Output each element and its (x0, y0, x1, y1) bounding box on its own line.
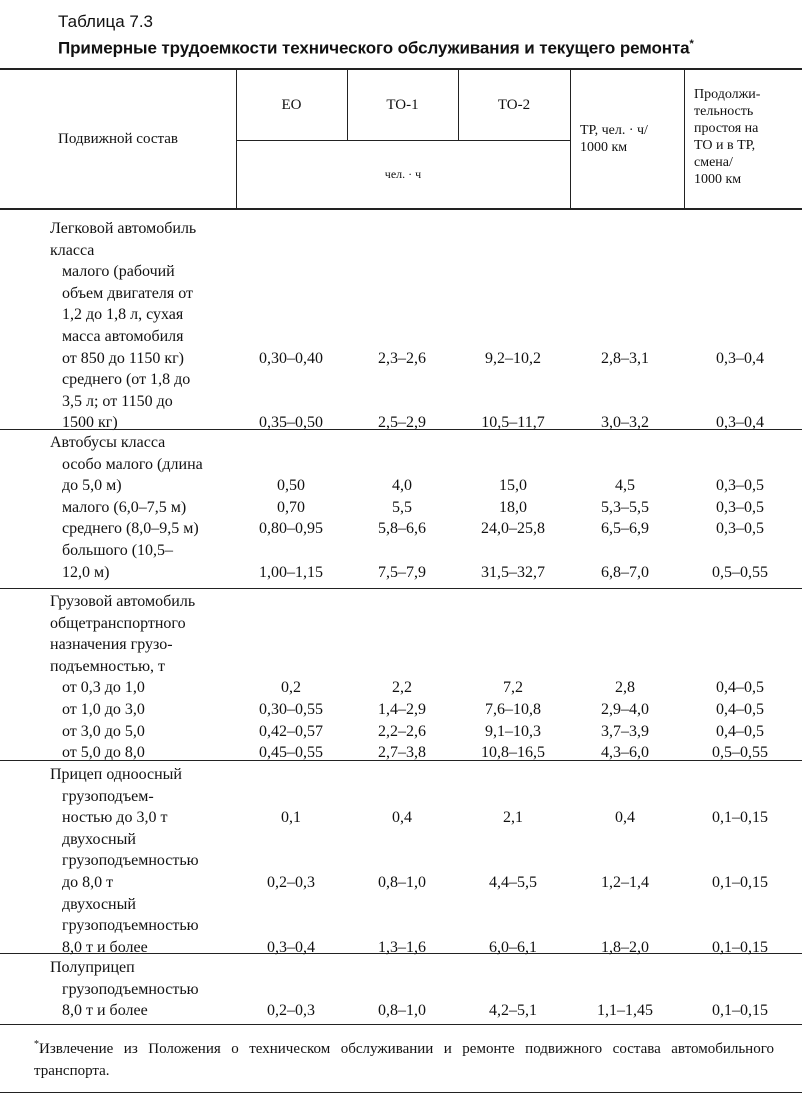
to2-value: 4,4–5,5 (489, 874, 537, 891)
row-description: Автобусы класса (50, 434, 166, 451)
row-description: грузоподъемностью (62, 980, 199, 998)
eo-value: 0,30–0,40 (259, 349, 323, 367)
to2-value: 10,5–11,7 (481, 414, 545, 432)
downtime-value: 0,1–0,15 (712, 1002, 768, 1020)
group-separator (0, 953, 802, 954)
row-description: 8,0 т и более (62, 938, 148, 956)
tr-value: 4,5 (615, 477, 635, 495)
header-divider (684, 70, 685, 208)
row-description: большого (10,5– (62, 542, 174, 559)
to2-value: 9,1–10,3 (485, 722, 541, 740)
tr-value: 4,3–6,0 (601, 744, 649, 762)
row-description: Полуприцеп (50, 959, 135, 976)
to1-value: 1,3–1,6 (378, 938, 426, 956)
row-description: Грузовой автомобиль (50, 593, 196, 610)
row-description: от 1,0 до 3,0 (62, 701, 145, 718)
tr-value: 3,7–3,9 (601, 722, 649, 740)
header-downtime-line: смена/ (694, 155, 733, 170)
group-separator (0, 429, 802, 430)
row-description: малого (рабочий (62, 263, 175, 281)
row-description: подъемностью, т (50, 657, 166, 675)
downtime-value: 0,3–0,5 (716, 520, 764, 538)
downtime-value: 0,5–0,55 (712, 744, 768, 762)
eo-value: 0,70 (277, 498, 305, 516)
header-bottom-rule (0, 208, 802, 210)
footnote (34, 1034, 774, 1082)
row-description: малого (6,0–7,5 м) (62, 498, 187, 516)
row-description: ностью до 3,0 т (62, 809, 168, 827)
row-description: объем двигателя от (62, 284, 193, 302)
row-description: общетранспортного (50, 614, 186, 632)
downtime-value: 0,1–0,15 (712, 809, 768, 827)
downtime-value: 0,1–0,15 (712, 874, 768, 891)
tr-value: 2,8 (615, 679, 635, 697)
to2-value: 2,1 (503, 809, 523, 827)
header-eo: ЕО (281, 96, 302, 113)
header-downtime-line: простоя на (694, 121, 759, 136)
to2-value: 18,0 (499, 498, 527, 516)
row-description: от 5,0 до 8,0 (62, 744, 145, 762)
tr-value: 1,8–2,0 (601, 938, 649, 956)
footnote-text: Извлечение из Положения о техническом обслуживании и ремонте подвижного состава автомобильного транспорта. (34, 1041, 774, 1079)
header-downtime (694, 86, 800, 188)
row-description: 1,2 до 1,8 л, сухая (62, 306, 184, 324)
to1-value: 2,3–2,6 (378, 349, 426, 367)
to1-value: 4,0 (392, 477, 412, 495)
to2-value: 31,5–32,7 (481, 563, 545, 581)
eo-value: 0,50 (277, 477, 305, 495)
downtime-value: 0,4–0,5 (716, 701, 764, 718)
to1-value: 2,5–2,9 (378, 414, 426, 432)
to2-value: 7,6–10,8 (485, 701, 541, 718)
to1-value: 5,5 (392, 498, 412, 516)
header-tr-line: ТР, чел. · ч/ (580, 123, 648, 138)
tr-value: 2,8–3,1 (601, 349, 649, 367)
table-bottom-rule (0, 1024, 802, 1025)
row-description: до 5,0 м) (62, 477, 122, 495)
eo-value: 0,80–0,95 (259, 520, 323, 538)
header-unit: чел. · ч (384, 167, 422, 181)
to1-value: 2,2–2,6 (378, 722, 426, 740)
to1-value: 2,7–3,8 (378, 744, 426, 762)
row-description: 8,0 т и более (62, 1002, 148, 1020)
header-downtime-line: тельность (694, 104, 754, 119)
header-to1: ТО-1 (386, 96, 419, 113)
to1-value: 7,5–7,9 (378, 563, 426, 581)
to2-value: 4,2–5,1 (489, 1002, 537, 1020)
row-description: назначения грузо- (50, 636, 173, 654)
tr-value: 6,8–7,0 (601, 563, 649, 581)
to1-value: 2,2 (392, 679, 412, 697)
row-description: среднего (от 1,8 до (62, 371, 191, 389)
header-tr (580, 122, 682, 156)
row-description: 12,0 м) (62, 563, 110, 581)
tr-value: 1,2–1,4 (601, 874, 649, 891)
row-description: Прицеп одноосный (50, 766, 182, 783)
header-downtime-line: ТО и в ТР, (694, 138, 756, 153)
group-separator (0, 760, 802, 761)
eo-value: 0,35–0,50 (259, 414, 323, 432)
footnote-mark: * (34, 1039, 39, 1050)
to1-value: 0,4 (392, 809, 412, 827)
eo-value: 0,30–0,55 (259, 701, 323, 718)
downtime-value: 0,3–0,5 (716, 498, 764, 516)
header-to2: ТО-2 (497, 96, 531, 113)
eo-value: 0,3–0,4 (267, 938, 315, 956)
to1-value: 0,8–1,0 (378, 874, 426, 891)
footer-rule (0, 1092, 802, 1093)
header-downtime-line: 1000 км (694, 172, 742, 187)
group-separator (0, 588, 802, 589)
row-description: грузоподъемностью (62, 917, 199, 935)
row-description: 1500 кг) (62, 414, 118, 432)
eo-value: 1,00–1,15 (259, 563, 323, 581)
table-caption: Таблица 7.3 (58, 12, 154, 31)
row-description: 3,5 л; от 1150 до (62, 392, 173, 410)
table-title-text: Примерные трудоемкости технического обслуживания и текущего ремонта (58, 38, 690, 58)
tr-value: 2,9–4,0 (601, 701, 649, 718)
row-description: от 850 до 1150 кг) (62, 349, 184, 367)
to1-value: 1,4–2,9 (378, 701, 426, 718)
row-description: от 3,0 до 5,0 (62, 722, 145, 740)
to1-value: 5,8–6,6 (378, 520, 426, 538)
to1-value: 0,8–1,0 (378, 1002, 426, 1020)
tr-value: 0,4 (615, 809, 635, 827)
row-description: среднего (8,0–9,5 м) (62, 520, 199, 538)
downtime-value: 0,3–0,4 (716, 349, 764, 367)
downtime-value: 0,3–0,4 (716, 414, 764, 432)
eo-value: 0,2 (281, 679, 301, 697)
to2-value: 24,0–25,8 (481, 520, 545, 538)
tr-value: 3,0–3,2 (601, 414, 649, 432)
row-description: двухосный (62, 830, 136, 848)
to2-value: 7,2 (503, 679, 523, 697)
to2-value: 10,8–16,5 (481, 744, 545, 762)
downtime-value: 0,3–0,5 (716, 477, 764, 495)
tr-value: 1,1–1,45 (597, 1002, 653, 1020)
header-downtime-line: Продолжи- (694, 87, 761, 102)
downtime-value: 0,4–0,5 (716, 722, 764, 740)
downtime-value: 0,4–0,5 (716, 679, 764, 697)
tr-value: 6,5–6,9 (601, 520, 649, 538)
row-description: грузоподъем- (62, 787, 154, 805)
tr-value: 5,3–5,5 (601, 498, 649, 516)
eo-value: 0,2–0,3 (267, 874, 315, 891)
to2-value: 6,0–6,1 (489, 938, 537, 956)
to2-value: 15,0 (499, 477, 527, 495)
eo-value: 0,2–0,3 (267, 1002, 315, 1020)
row-description: класса (50, 241, 95, 259)
row-description: двухосный (62, 895, 136, 913)
row-description: до 8,0 т (62, 874, 114, 891)
eo-value: 0,45–0,55 (259, 744, 323, 762)
header-vehicle: Подвижной состав (58, 130, 178, 147)
row-description: Легковой автомобиль (50, 220, 197, 237)
row-description: масса автомобиля (62, 328, 184, 345)
to2-value: 9,2–10,2 (485, 349, 541, 367)
downtime-value: 0,1–0,15 (712, 938, 768, 956)
eo-value: 0,42–0,57 (259, 722, 323, 740)
row-description: особо малого (длина (62, 455, 203, 473)
downtime-value: 0,5–0,55 (712, 563, 768, 581)
header-tr-line: 1000 км (580, 140, 628, 155)
row-description: от 0,3 до 1,0 (62, 679, 145, 697)
table-title (58, 38, 802, 59)
eo-value: 0,1 (281, 809, 301, 827)
row-description: грузоподъемностью (62, 852, 199, 870)
header-divider (570, 70, 571, 208)
title-footnote-mark: * (689, 38, 694, 50)
